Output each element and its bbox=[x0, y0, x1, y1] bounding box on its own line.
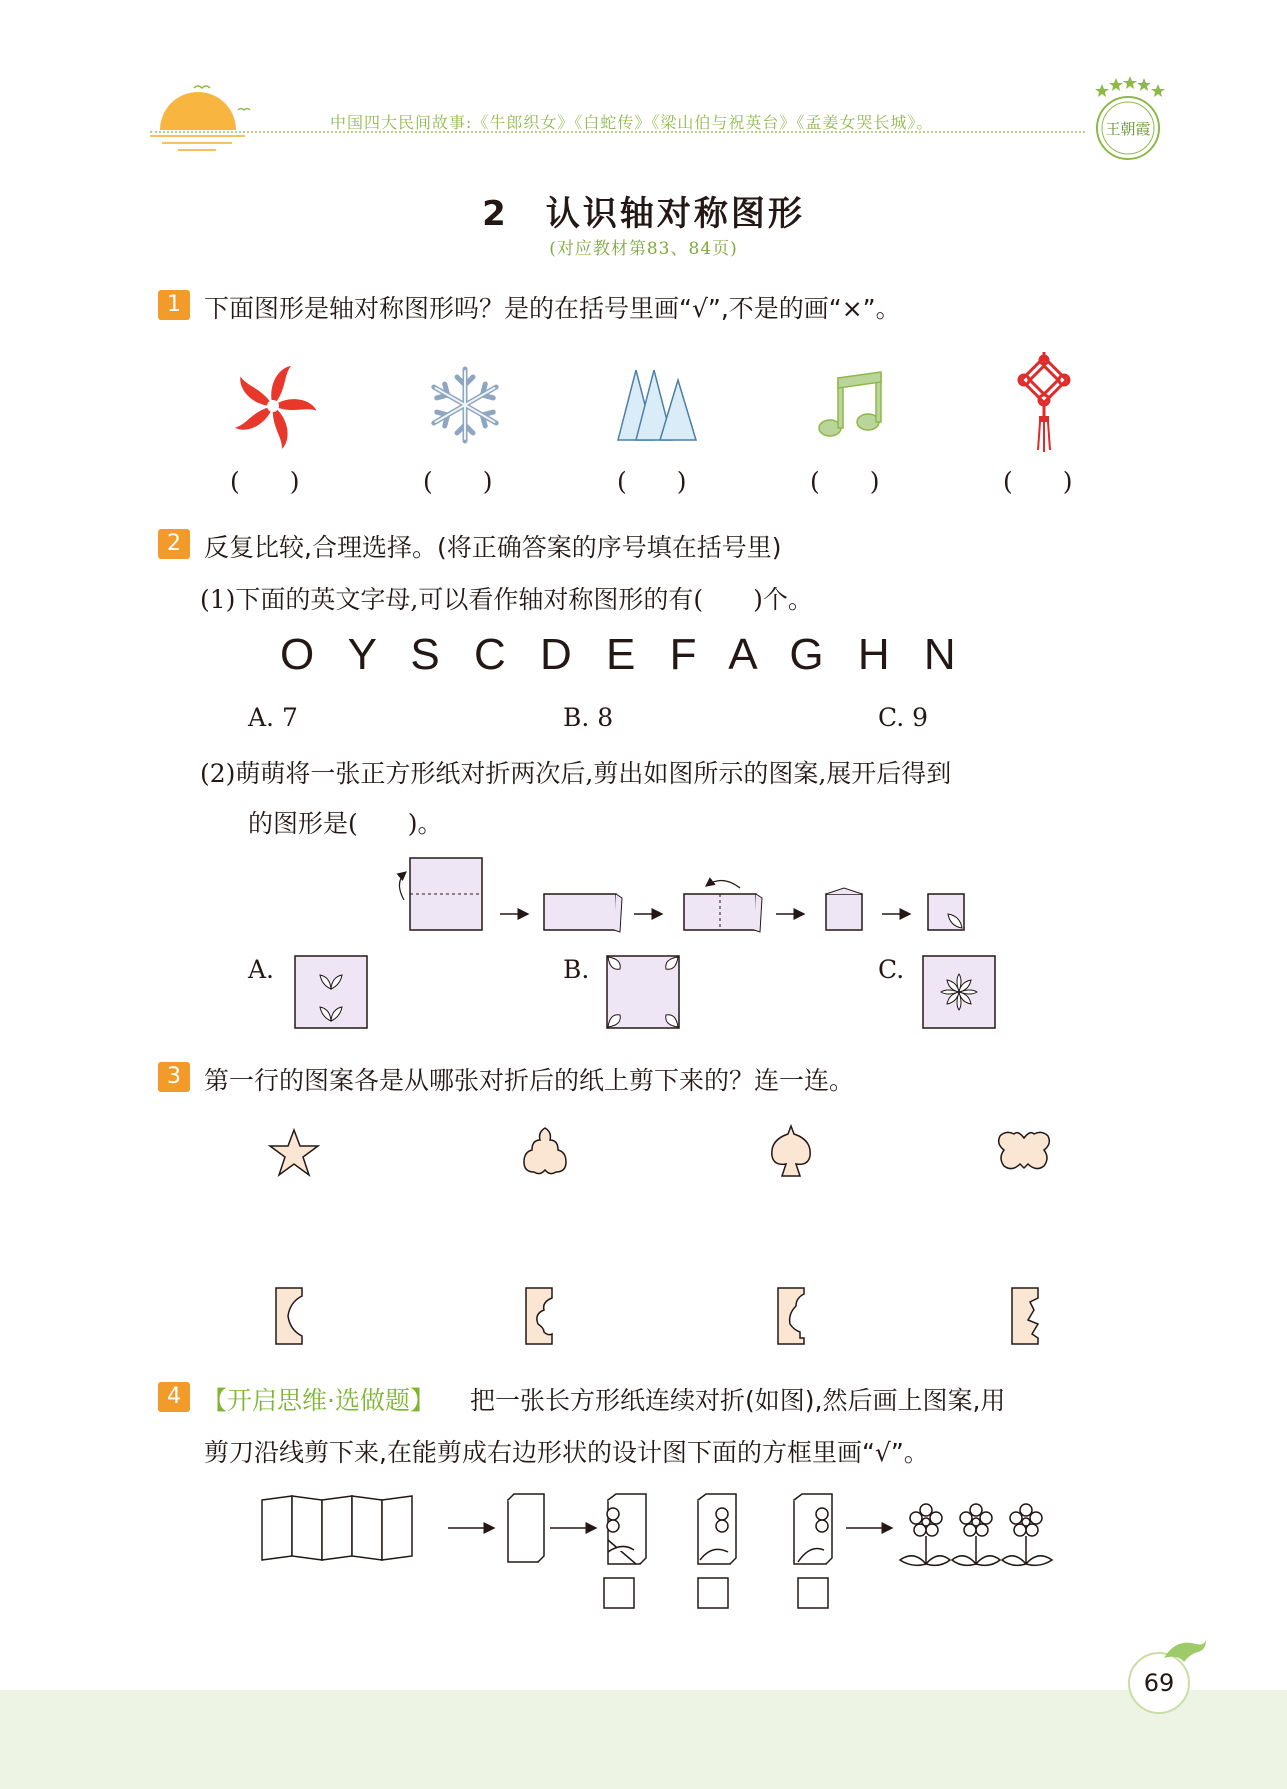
answer-paren-5[interactable]: ( ) bbox=[1003, 467, 1073, 496]
star-shape-icon[interactable] bbox=[268, 1128, 320, 1178]
answer-paren-3[interactable]: ( ) bbox=[617, 467, 687, 496]
snowflake-icon bbox=[420, 364, 510, 446]
folded-paper-3[interactable] bbox=[774, 1284, 810, 1348]
brand-logo bbox=[1088, 76, 1168, 162]
option-2-2-b[interactable]: B. bbox=[563, 955, 590, 984]
question-number-3: 3 bbox=[158, 1062, 190, 1092]
letter-row: O Y S C D E F A G H N bbox=[280, 630, 956, 679]
triangles-icon bbox=[614, 366, 700, 444]
spade-shape-icon[interactable] bbox=[768, 1124, 814, 1178]
cloud-tree-shape-icon[interactable] bbox=[520, 1126, 570, 1178]
folding-sequence-diagram bbox=[388, 852, 978, 938]
logo-text: 王朝霞 bbox=[1105, 120, 1151, 138]
question-2-2-line1: (2)萌萌将一张正方形纸对折两次后,剪出如图所示的图案,展开后得到 bbox=[200, 759, 952, 788]
question-3-text: 第一行的图案各是从哪张对折后的纸上剪下来的？连一连。 bbox=[204, 1066, 855, 1095]
strip-folding-diagram bbox=[258, 1490, 1058, 1620]
sunset-icon bbox=[150, 80, 260, 155]
header-divider bbox=[150, 131, 1085, 133]
question-2-2-line2: 的图形是( )。 bbox=[248, 809, 443, 838]
option-b-pattern bbox=[606, 955, 680, 1029]
page-subtitle: (对应教材第83、84页) bbox=[549, 239, 738, 259]
question-2-1-text: (1)下面的英文字母,可以看作轴对称图形的有( )个。 bbox=[200, 585, 813, 614]
option-2-1-c[interactable]: C. 9 bbox=[878, 703, 929, 732]
folded-paper-4[interactable] bbox=[1008, 1284, 1044, 1348]
option-2-1-b[interactable]: B. 8 bbox=[563, 703, 614, 732]
answer-paren-4[interactable]: ( ) bbox=[810, 467, 880, 496]
question-number-2: 2 bbox=[158, 529, 190, 559]
question-4-line1: 把一张长方形纸连续对折(如图),然后画上图案,用 bbox=[470, 1386, 1006, 1415]
question-4-line2: 剪刀沿线剪下来,在能剪成右边形状的设计图下面的方框里画“√”。 bbox=[204, 1438, 929, 1467]
question-1-text: 下面图形是轴对称图形吗？是的在括号里画“√”,不是的画“×”。 bbox=[204, 294, 901, 323]
question-number-4: 4 bbox=[158, 1382, 190, 1412]
chinese-knot-icon bbox=[1014, 350, 1074, 460]
question-2-text: 反复比较,合理选择。(将正确答案的序号填在括号里) bbox=[204, 533, 782, 562]
option-a-pattern bbox=[294, 955, 368, 1029]
bauhinia-icon bbox=[228, 362, 318, 450]
answer-paren-2[interactable]: ( ) bbox=[423, 467, 493, 496]
page-title: 2 认识轴对称图形 bbox=[482, 194, 805, 234]
butterfly-shape-icon[interactable] bbox=[996, 1128, 1052, 1174]
header-text: 中国四大民间故事:《牛郎织女》《白蛇传》《梁山伯与祝英台》《孟姜女哭长城》。 bbox=[330, 113, 934, 132]
option-2-2-c[interactable]: C. bbox=[878, 955, 905, 984]
question-number-1: 1 bbox=[158, 290, 190, 320]
dolphin-icon bbox=[1160, 1636, 1210, 1666]
footer-background bbox=[0, 1690, 1287, 1789]
folded-paper-2[interactable] bbox=[522, 1284, 558, 1348]
option-c-pattern bbox=[922, 955, 996, 1029]
answer-paren-1[interactable]: ( ) bbox=[230, 467, 300, 496]
music-note-icon bbox=[816, 370, 886, 442]
page-number: 69 bbox=[1128, 1652, 1190, 1714]
folded-paper-1[interactable] bbox=[272, 1284, 308, 1348]
option-2-2-a[interactable]: A. bbox=[248, 955, 275, 984]
option-2-1-a[interactable]: A. 7 bbox=[248, 703, 298, 732]
question-4-tag: 【开启思维·选做题】 bbox=[202, 1386, 435, 1415]
